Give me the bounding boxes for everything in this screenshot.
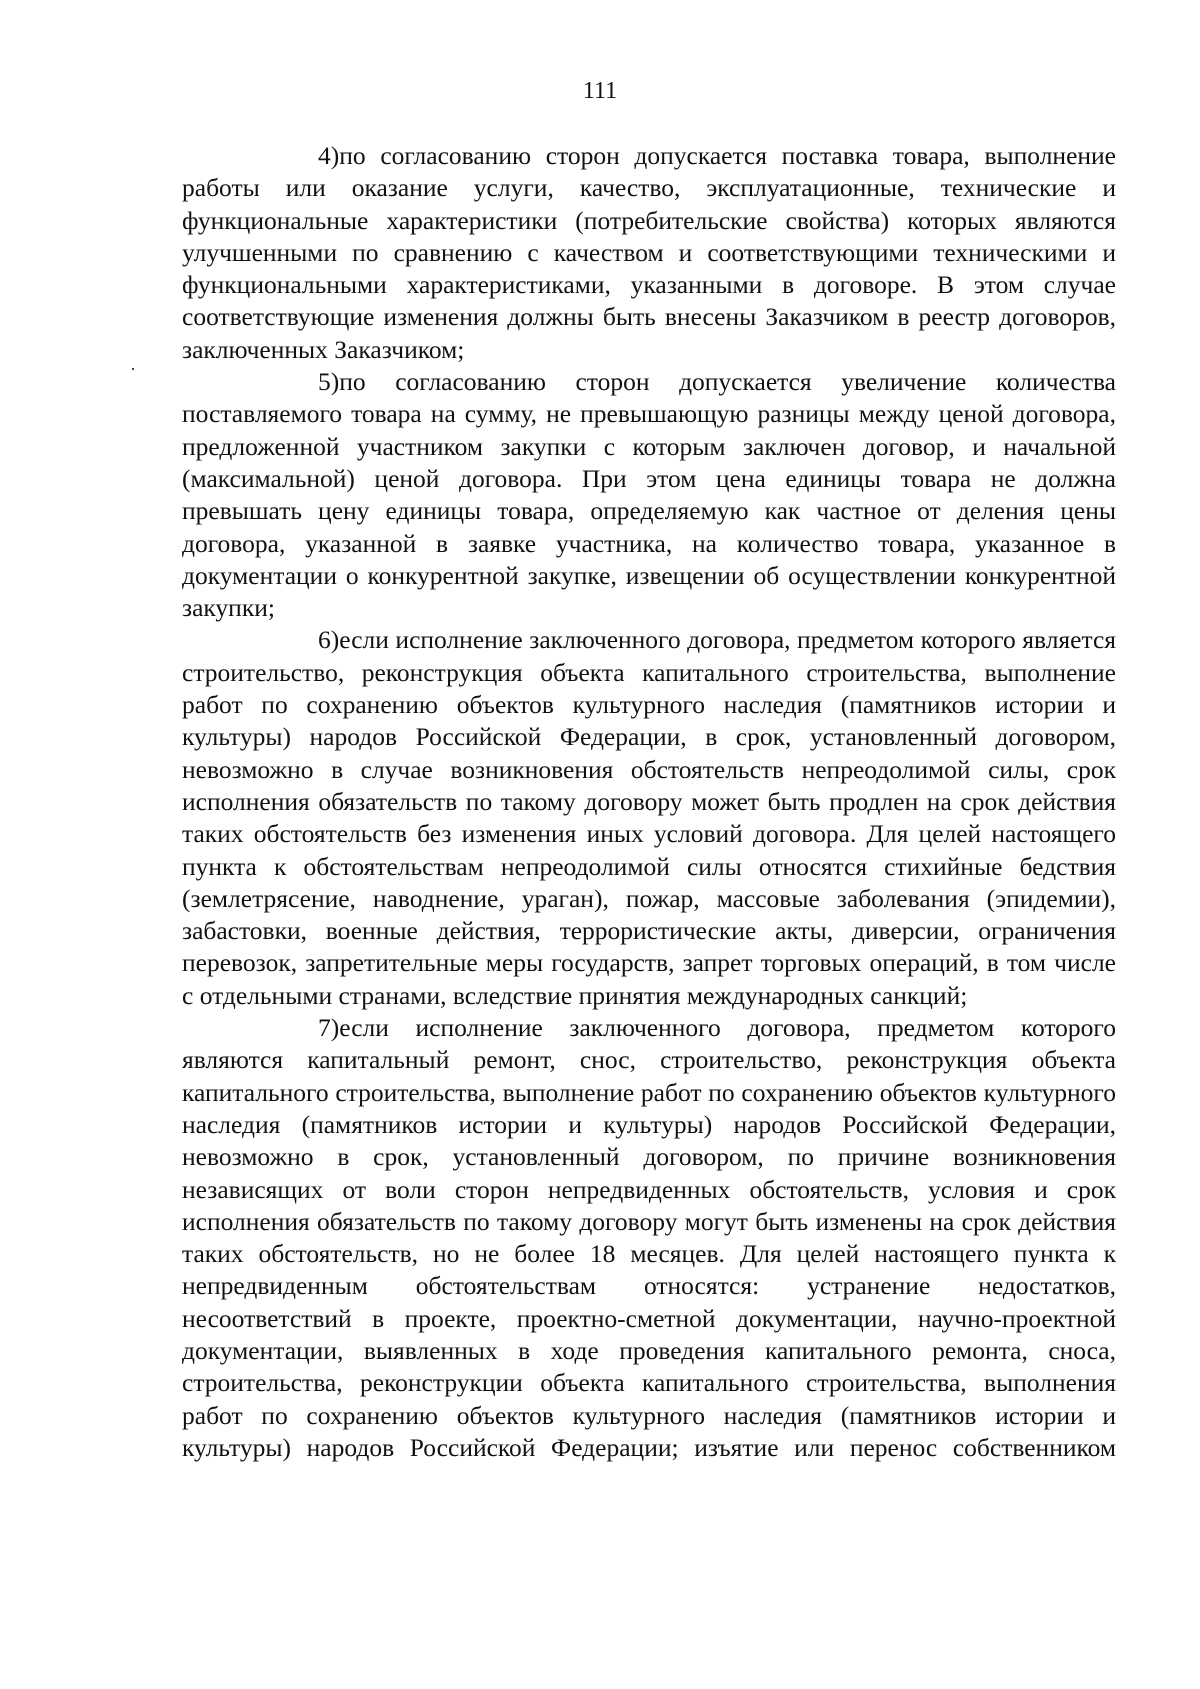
item-number: 6) [318,625,340,655]
margin-dot [132,368,134,370]
item-number: 5) [318,367,340,397]
page-number: 111 [582,78,618,104]
paragraph-item-7 [182,1012,1116,1464]
item-text: по согласованию сторон допускается увеличение количества поставляемого товара на сумму, не превышающую разницы между ценой договора, предложенной участником закупки с которым заключен договор, и начальной (максимальной) ценой договора. При этом цена единицы товара не должна превышать цену единицы товара, определяемую как частное от деления цены договора, указанной в заявке участника, на количество товара, указанное в документации о конкурентной закупке, извещении об осуществлении конкурентной закупки; [182,367,1116,623]
item-text: если исполнение заключенного договора, предметом которого является строительство, реконструкция объекта капитального строительства, выполнение работ по сохранению объектов культурного наследия (памятников истории и культуры) народов Российской Федерации, в срок, установленный договором, невозможно в случае возникновения обстоятельств непреодолимой силы, срок исполнения обязательств по такому договору может быть продлен на срок действия таких обстоятельств без изменения иных условий договора. Для целей настоящего пункта к обстоятельствам непреодолимой силы относятся стихийные бедствия (землетрясение, наводнение, ураган), пожар, массовые заболевания (эпидемии), забастовки, военные действия, террористические акты, диверсии, ограничения перевозок, запретительные меры государств, запрет торговых операций, в том числе с отдельными странами, вследствие принятия международных санкций; [182,625,1116,1010]
paragraph-item-6 [182,624,1116,1012]
item-text: по согласованию сторон допускается поставка товара, выполнение работы или оказание услуги, качество, эксплуатационные, технические и функциональные характеристики (потребительские свойства) которых являются улучшенными по сравнению с качеством и соответствующими техническими и функциональными характеристиками, указанными в договоре. В этом случае соответствующие изменения должны быть внесены Заказчиком в реестр договоров, заключенных Заказчиком; [182,141,1116,364]
paragraph-item-4 [182,140,1116,366]
paragraph-item-5 [182,366,1116,624]
item-number: 7) [318,1013,340,1043]
document-body [182,140,1116,1464]
item-text: если исполнение заключенного договора, предметом которого являются капитальный ремонт, снос, строительство, реконструкция объекта капитального строительства, выполнение работ по сохранению объектов культурного наследия (памятников истории и культуры) народов Российской Федерации, невозможно в срок, установленный договором, по причине возникновения независящих от воли сторон непредвиденных обстоятельств, условия и срок исполнения обязательств по такому договору могут быть изменены на срок действия таких обстоятельств, но не более 18 месяцев. Для целей настоящего пункта к непредвиденным обстоятельствам относятся: устранение недостатков, несоответствий в проекте, проектно-сметной документации, научно-проектной документации, выявленных в ходе проведения капитального ремонта, сноса, строительства, реконструкции объекта капитального строительства, выполнения работ по сохранению объектов культурного наследия (памятников истории и культуры) народов Российской Федерации; изъятие или перенос собственником [182,1013,1116,1462]
item-number: 4) [318,141,340,170]
